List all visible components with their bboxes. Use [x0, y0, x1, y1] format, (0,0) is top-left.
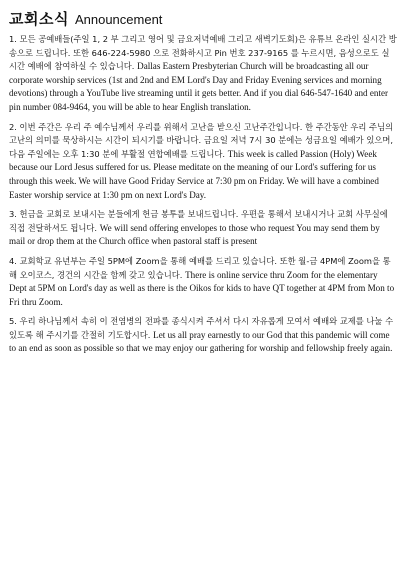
announcement-item-2	[9, 121, 397, 203]
announcement-text-english: Let us all pray earnestly to our God that this pandemic will come to an end as soon as possible so that we may enjoy our gathering for worship and fellowship freely again.	[9, 329, 393, 354]
announcement-item-4	[9, 255, 397, 309]
announcement-text-korean: 2. 이번 주간은 우리 주 예수님께서 우리를 위해서 고난을 받으신 고난주간입니다. 한 주간동안 우리 주님의 고난의 의미를 묵상하시는 시간이 되시기를 바랍니다. 금요일 저녁 7시 30 분에는 성금요일 예배가 있으며, 다음 주일에는 오후 1:30 분에 부활절 연합예배를 드립니다.	[9, 121, 394, 159]
announcement-text-english: There is online service thru Zoom for the elementary Dept at 5PM on Lord's day as well as there is the Oikos for kids to have QT together at 4PM from Mon to Fri thru Zoom.	[9, 269, 395, 307]
page-title	[9, 8, 397, 29]
announcement-item-3	[9, 208, 397, 249]
announcement-item-1	[9, 33, 397, 115]
announcement-text-english: This week is called Passion (Holy) Week because our Lord Jesus suffered for us. Please meditate on the meaning of our Lord's suffering for us through this week. We will have Good Friday Service at 7:30 pm on Friday. We will have a combined Easter worship service at 1:30 pm on next Lord's Day.	[9, 148, 379, 200]
title-korean: 교회소식	[9, 10, 69, 28]
announcement-text-korean: 1. 모든 공예배들(주일 1, 2 부 그리고 영어 및 금요저녁예배 그리고 새벽기도회)은 유튜브 온라인 실시간 방송으로 드립니다. 또한 646-224-5980 으로 전화하시고 Pin 번호 237-9165 를 누르시면, 음성으로도 실시간 예배에 참여하실 수 있습니다.	[9, 34, 397, 72]
announcement-text-english: We will send offering envelopes to those who request You may send them by mail or drop them at the Church office when pastoral staff is present	[9, 222, 380, 247]
announcement-text-english: Dallas Eastern Presbyterian Church will be broadcasting all our corporate worship services (1st and 2nd and EM Lord's Day and Friday Evening services and morning devotions) through a YouTube live streaming until it gets better. And if you dial 646-547-1640 and enter pin number 084-9464, you will be able to hear English translation.	[9, 61, 389, 112]
announcement-text-korean: 5. 우리 하나님께서 속히 이 전염병의 전파를 종식시켜 주셔서 다시 자유롭게 모여서 예배와 교제를 나눌 수 있도록 해 주시기를 간절히 기도합시다.	[9, 316, 394, 340]
title-english: Announcement	[74, 12, 163, 27]
announcement-item-5	[9, 315, 397, 356]
announcement-text-korean: 3. 헌금을 교회로 보내시는 분들에게 헌금 봉투를 보내드립니다. 우편을 통해서 보내시거나 교회 사무실에 직접 전달하셔도 됩니다.	[9, 209, 388, 233]
announcement-text-korean: 4. 교회학교 유년부는 주일 5PM에 Zoom을 통해 예배를 드리고 있습니다. 또한 월-금 4PM에 Zoom을 통해 오이코스, 경건의 시간을 함께 갖고 있습니다.	[9, 255, 391, 280]
